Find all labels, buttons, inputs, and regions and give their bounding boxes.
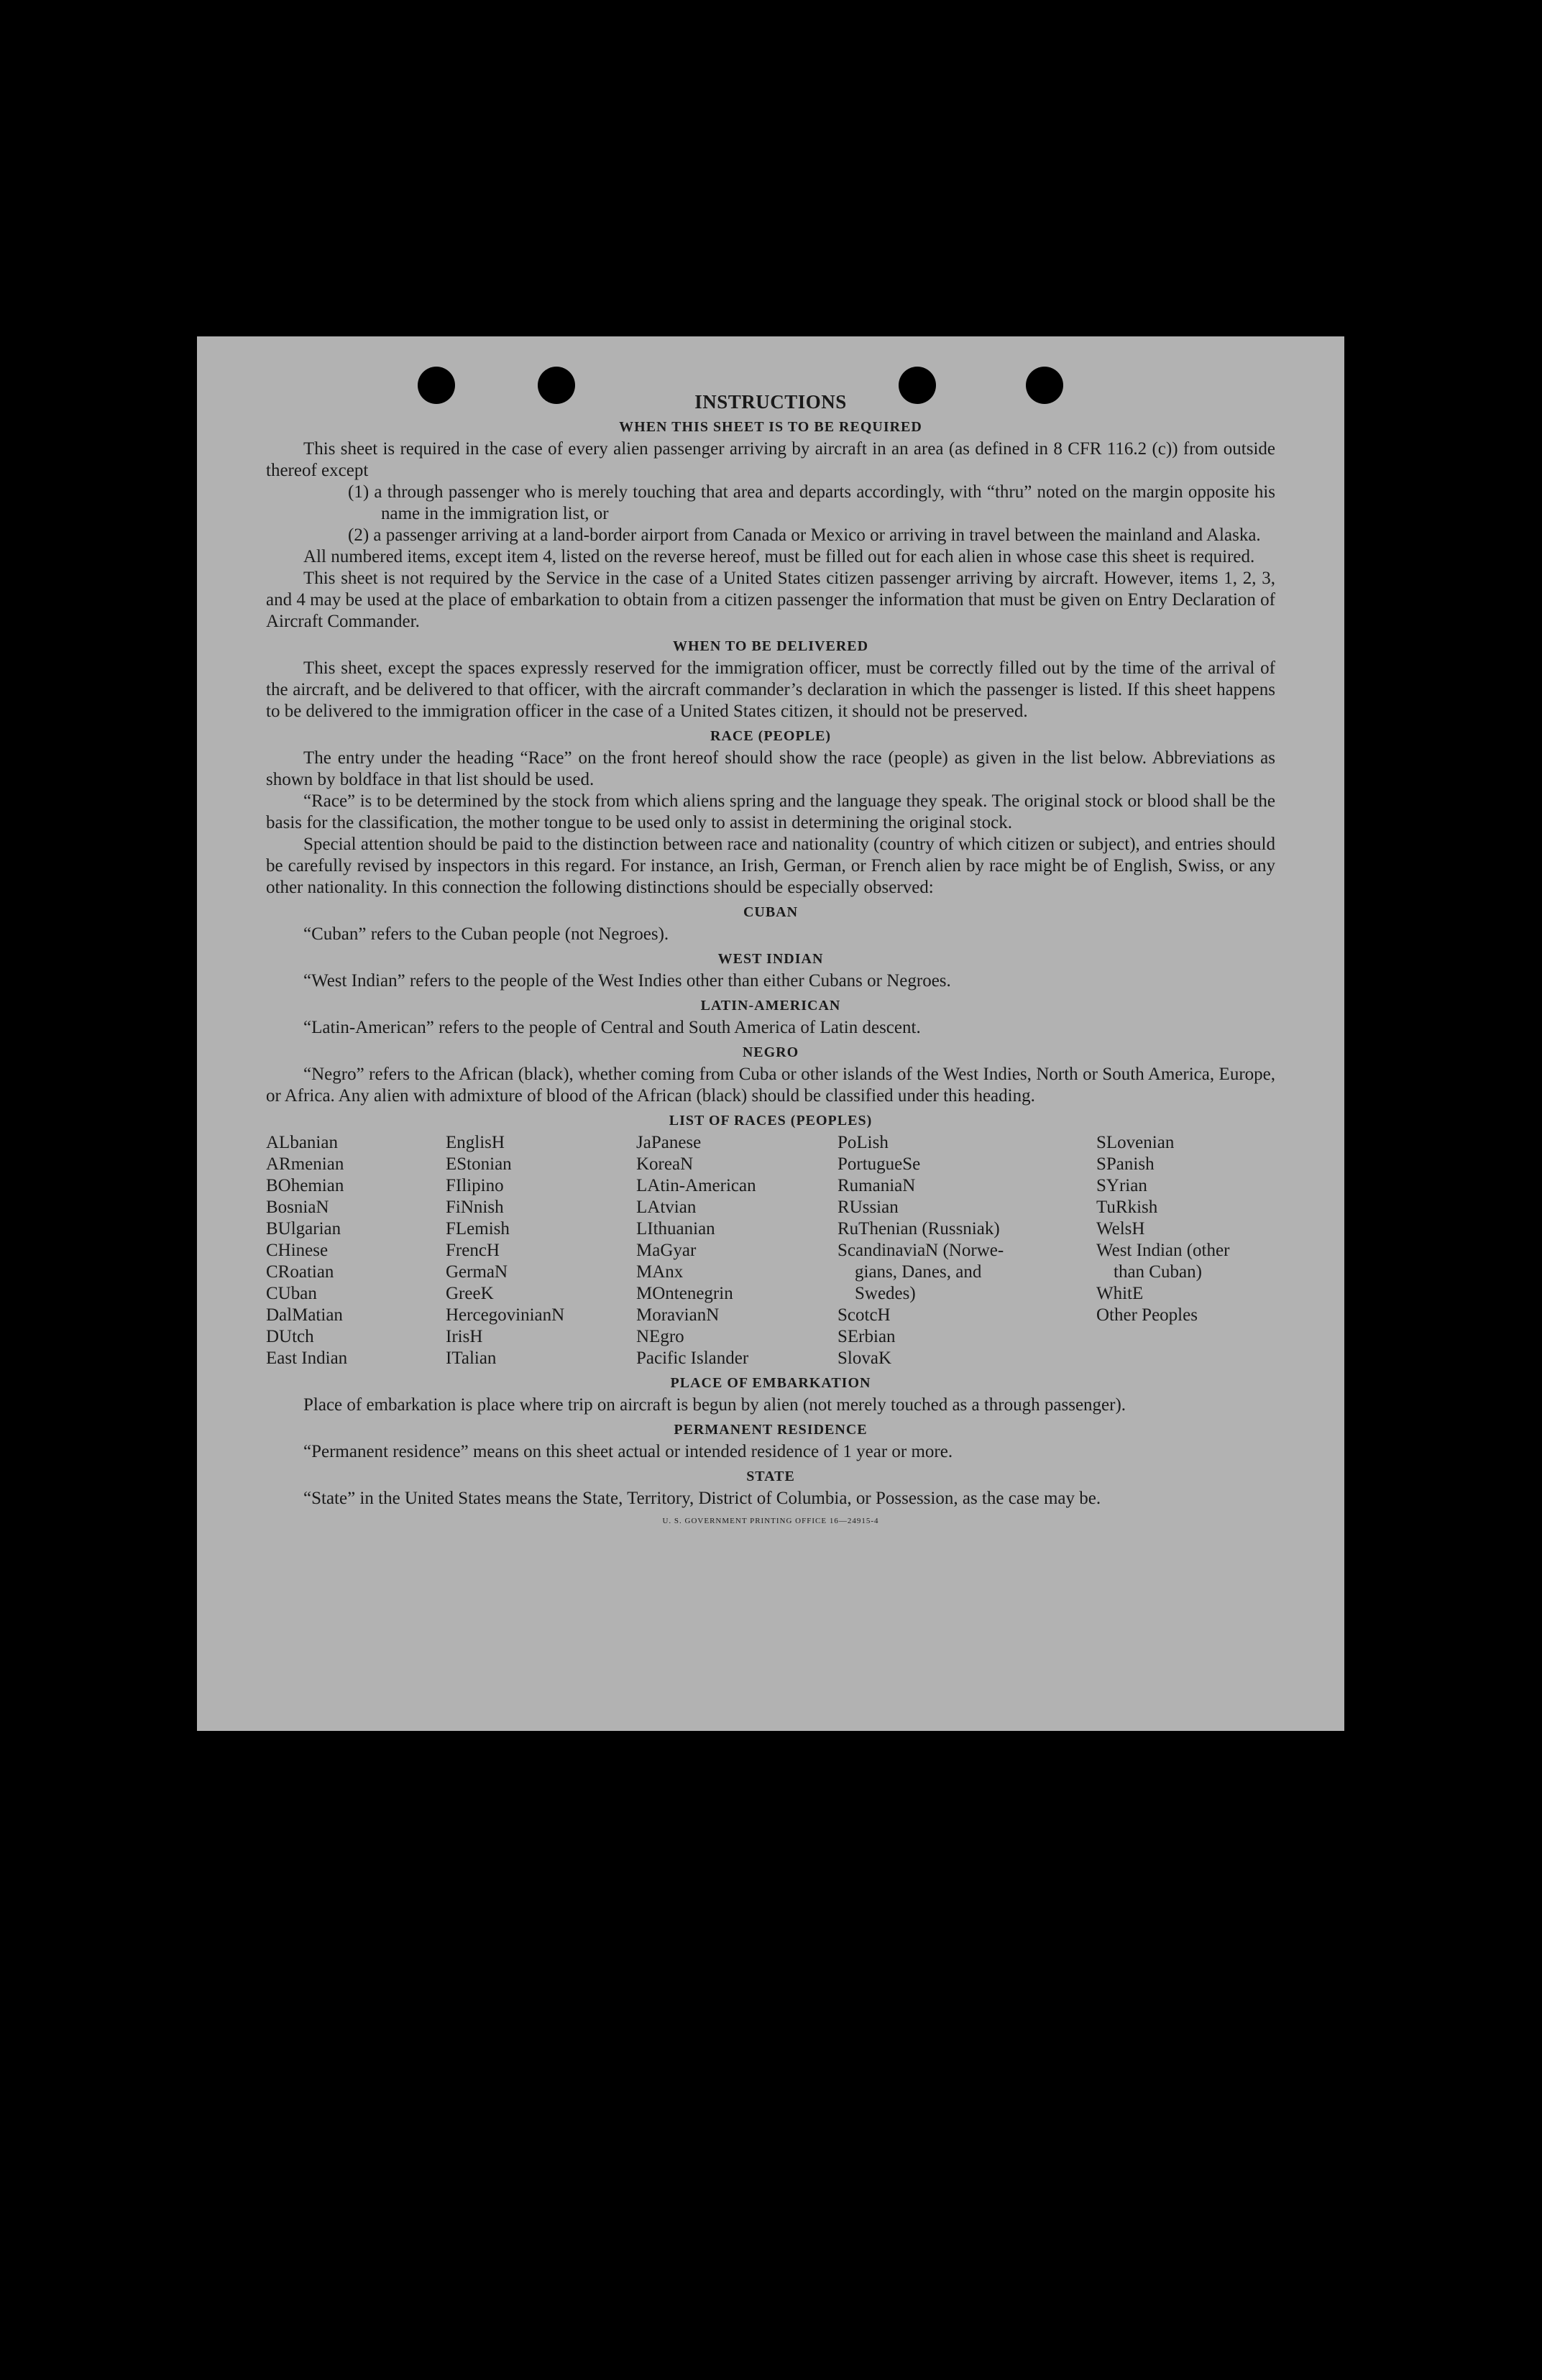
section-heading: STATE: [746, 1469, 795, 1484]
race-item: SErbian: [837, 1327, 896, 1346]
printer-imprint: U. S. GOVERNMENT PRINTING OFFICE 16—24915-4: [662, 1517, 879, 1525]
paragraph: “Latin-American” refers to the people of Central and South America of Latin descent.: [303, 1018, 921, 1037]
paragraph: “Permanent residence” means on this sheet actual or intended residence of 1 year or more.: [303, 1442, 953, 1461]
race-item: SYrian: [1096, 1176, 1147, 1195]
section-heading: WHEN THIS SHEET IS TO BE REQUIRED: [619, 419, 922, 435]
race-item: Other Peoples: [1096, 1305, 1198, 1325]
race-item: RuThenian (Russniak): [837, 1219, 1000, 1239]
paragraph: Special attention should be paid to the distinction between race and nationality (country of which citizen or subject), and entries should be carefully revised by inspectors in this regard. For instance, an Irish, German, or French alien by race might be of English, Swiss, or any other nationality. In this connection the following distinctions should be especially observed:: [266, 835, 1275, 897]
instruction-sheet: [197, 336, 1344, 1731]
race-item: LAtvian: [636, 1198, 697, 1217]
race-item: CRoatian: [266, 1262, 334, 1282]
race-item: NEgro: [636, 1327, 684, 1346]
race-column: [1096, 1132, 1269, 1369]
race-item: West Indian (other: [1096, 1241, 1230, 1260]
race-item: MAnx: [636, 1262, 684, 1282]
race-item: BosniaN: [266, 1198, 329, 1217]
section-heading: CUBAN: [743, 904, 799, 920]
race-item: RumaniaN: [837, 1176, 916, 1195]
race-item: GermaN: [446, 1262, 508, 1282]
race-item: CUban: [266, 1284, 317, 1303]
punch-hole: [418, 367, 455, 404]
race-list: [266, 1132, 1275, 1369]
race-item: ITalian: [446, 1348, 497, 1368]
punch-hole: [1026, 367, 1063, 404]
race-item: MoravianN: [636, 1305, 720, 1325]
section-heading: LATIN-AMERICAN: [700, 998, 841, 1014]
race-item: MaGyar: [636, 1241, 697, 1260]
paragraph: Place of embarkation is place where trip on aircraft is begun by alien (not merely touched as a through passenger).: [303, 1395, 1126, 1415]
race-item: RUssian: [837, 1198, 899, 1217]
race-column: [446, 1132, 636, 1369]
race-item: CHinese: [266, 1241, 329, 1260]
paragraph: This sheet, except the spaces expressly reserved for the immigration officer, must be correctly filled out by the time of the arrival of the aircraft, and be delivered to that officer, with the aircraft commander’s declaration in which the passenger is listed. If this sheet happens to be delivered to the immigration officer in the case of a United States citizen, it should not be preserved.: [266, 658, 1275, 721]
paragraph: This sheet is not required by the Service in the case of a United States citizen passenger arriving by aircraft. However, items 1, 2, 3, and 4 may be used at the place of embarkation to obtain from a citizen passenger the information that must be given on Entry Declaration of Aircraft Commander.: [266, 569, 1275, 631]
race-item: MOntenegrin: [636, 1284, 733, 1303]
paragraph: “Cuban” refers to the Cuban people (not Negroes).: [303, 924, 669, 944]
race-item: SPanish: [1096, 1154, 1155, 1174]
race-item: FLemish: [446, 1219, 510, 1239]
race-column: [266, 1132, 446, 1369]
race-item: ScandinaviaN (Norwe-: [837, 1241, 1004, 1260]
paragraph: “West Indian” refers to the people of the West Indies other than either Cubans or Negroes.: [303, 971, 951, 991]
race-item: KoreaN: [636, 1154, 694, 1174]
race-item: BOhemian: [266, 1176, 344, 1195]
race-item: PortugueSe: [837, 1154, 921, 1174]
paragraph: “Negro” refers to the African (black), whether coming from Cuba or other islands of the West Indies, North or South America, Europe, or Africa. Any alien with admixture of blood of the African (black) should be classified under this heading.: [266, 1065, 1275, 1106]
paragraph: “Race” is to be determined by the stock from which aliens spring and the language they speak. The original stock or blood shall be the basis for the classification, the mother tongue to be used only to assist in determining the original stock.: [266, 791, 1275, 832]
paragraph: The entry under the heading “Race” on the front hereof should show the race (people) as given in the list below. Abbreviations as shown by boldface in that list should be used.: [266, 748, 1275, 789]
section-heading: PLACE OF EMBARKATION: [670, 1375, 871, 1391]
paragraph: “State” in the United States means the State, Territory, District of Columbia, or Possession, as the case may be.: [303, 1489, 1101, 1508]
race-item: BUlgarian: [266, 1219, 341, 1239]
section-heading: NEGRO: [742, 1044, 799, 1060]
race-item: than Cuban): [1114, 1262, 1202, 1282]
paragraph: All numbered items, except item 4, listed on the reverse hereof, must be filled out for each alien in whose case this sheet is required.: [303, 547, 1255, 566]
race-item: DUtch: [266, 1327, 314, 1346]
race-item: WhitE: [1096, 1284, 1144, 1303]
race-item: SLovenian: [1096, 1133, 1175, 1152]
race-item: DalMatian: [266, 1305, 343, 1325]
race-item: GreeK: [446, 1284, 494, 1303]
race-item: PoLish: [837, 1133, 889, 1152]
race-item: ARmenian: [266, 1154, 344, 1174]
race-column: [837, 1132, 1096, 1369]
section-heading: WHEN TO BE DELIVERED: [672, 638, 869, 654]
race-item: IrisH: [446, 1327, 483, 1346]
race-item: gians, Danes, and: [855, 1262, 982, 1282]
race-item: FiNnish: [446, 1198, 504, 1217]
race-item: JaPanese: [636, 1133, 702, 1152]
race-item: TuRkish: [1096, 1198, 1158, 1217]
race-item: HercegovinianN: [446, 1305, 565, 1325]
list-item: (2) a passenger arriving at a land-border airport from Canada or Mexico or arriving in travel between the mainland and Alaska.: [348, 525, 1261, 545]
section-heading: PERMANENT RESIDENCE: [674, 1422, 868, 1438]
section-heading: RACE (PEOPLE): [710, 728, 831, 744]
race-column: [636, 1132, 837, 1369]
race-item: Pacific Islander: [636, 1348, 749, 1368]
page-title: INSTRUCTIONS: [694, 391, 847, 413]
list-item: (1) a through passenger who is merely touching that area and departs accordingly, with “thru” noted on the margin opposite his name in the immigration list, or: [348, 482, 1275, 523]
race-item: EnglisH: [446, 1133, 505, 1152]
paragraph: This sheet is required in the case of every alien passenger arriving by aircraft in an area (as defined in 8 CFR 116.2 (c)) from outside thereof except: [266, 439, 1275, 480]
race-item: East Indian: [266, 1348, 348, 1368]
race-item: ALbanian: [266, 1133, 338, 1152]
race-item: LIthuanian: [636, 1219, 715, 1239]
punch-hole: [899, 367, 936, 404]
section-heading: LIST OF RACES (PEOPLES): [669, 1113, 873, 1129]
race-item: WelsH: [1096, 1219, 1145, 1239]
race-item: FIlipino: [446, 1176, 504, 1195]
punch-hole: [538, 367, 575, 404]
race-item: Swedes): [855, 1284, 916, 1303]
race-item: LAtin-American: [636, 1176, 756, 1195]
race-item: ScotcH: [837, 1305, 891, 1325]
section-heading: WEST INDIAN: [717, 951, 824, 967]
race-item: SlovaK: [837, 1348, 891, 1368]
race-item: EStonian: [446, 1154, 512, 1174]
race-item: FrencH: [446, 1241, 500, 1260]
